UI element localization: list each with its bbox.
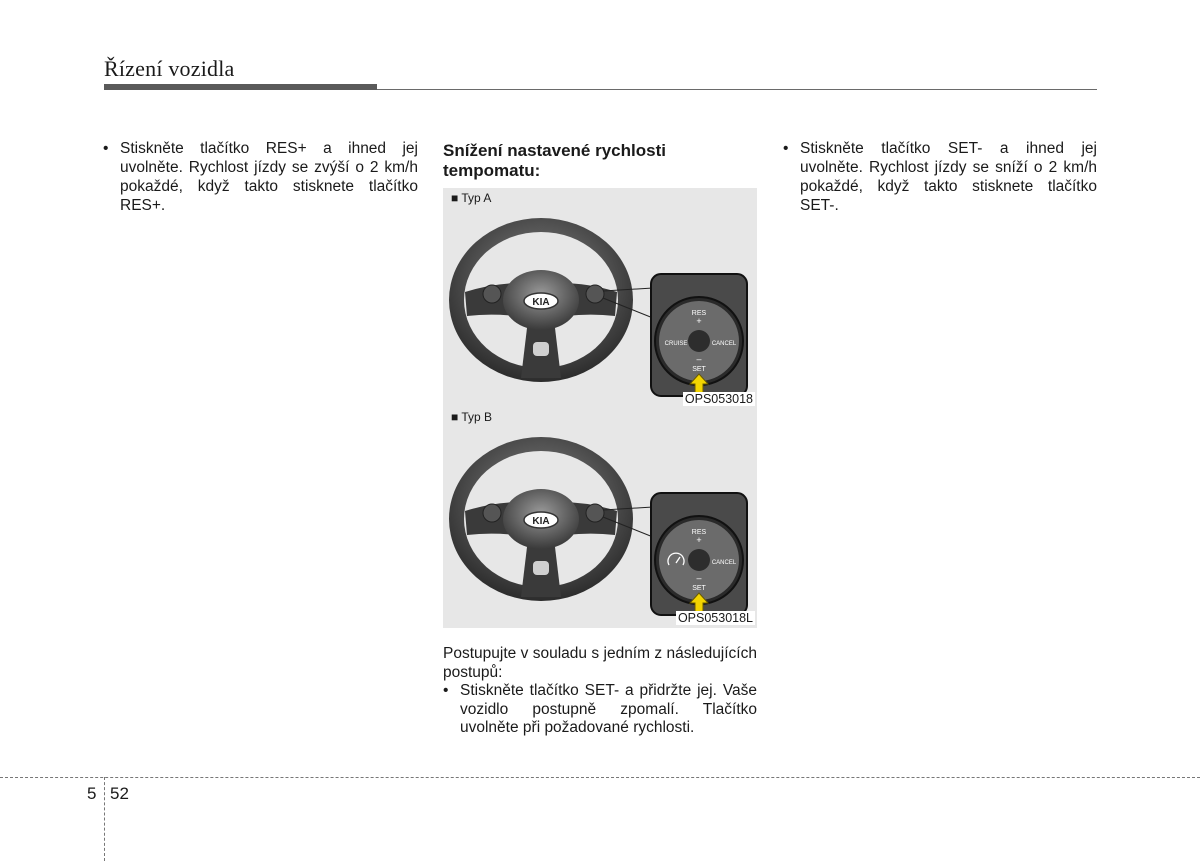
page-number: 52	[110, 784, 129, 803]
chapter-number: 5	[87, 784, 97, 803]
list-item	[443, 682, 757, 738]
steering-wheel-figure-b	[443, 407, 757, 628]
res-label: RES	[691, 529, 707, 536]
header-rule-thin	[377, 89, 1097, 90]
set-minus-label: –	[696, 354, 702, 364]
list-item-text: Stiskněte tlačítko SET- a přidržte jej. Vaše vozidlo postupně zpomalí. Tlačítko uvolněte při požadované rychlosti.	[460, 682, 757, 736]
res-plus-label: +	[696, 535, 702, 545]
center-knob	[688, 549, 710, 571]
bullet-symbol: •	[443, 682, 449, 699]
section-heading: Snížení nastavené rychlosti tempomatu:	[443, 141, 666, 180]
figure-code: OPS053018L	[677, 611, 753, 625]
figure-label: ■ Typ A	[451, 191, 492, 205]
center-knob	[688, 330, 710, 352]
list-item-text: Stiskněte tlačítko SET- a ihned jej uvolněte. Rychlost jízdy se sníží o 2 km/h pokaždé, když takto stisknete tlačítko SET-.	[800, 140, 1097, 214]
set-minus-label: –	[696, 573, 702, 583]
cancel-label: CANCEL	[711, 341, 737, 347]
bullet-symbol: •	[103, 140, 109, 157]
kia-logo-text: KIA	[532, 297, 550, 308]
list-item	[783, 139, 1097, 215]
header-rule-thick	[104, 84, 377, 90]
steering-wheel-a-illustration	[443, 188, 757, 409]
footer-divider	[0, 777, 1200, 778]
figure-label: ■ Typ B	[451, 410, 493, 424]
intro-paragraph: Postupujte v souladu s jedním z následujících postupů:	[443, 645, 757, 681]
page-title: Řízení vozidla	[104, 56, 235, 81]
footer-vertical-divider	[104, 777, 105, 861]
res-label: RES	[691, 310, 707, 317]
figure-code: OPS053018	[684, 392, 753, 406]
res-plus-label: +	[696, 316, 702, 326]
list-item-text: Stiskněte tlačítko RES+ a ihned jej uvolněte. Rychlost jízdy se zvýší o 2 km/h pokaždé, když takto stisknete tlačítko RES+.	[120, 140, 418, 214]
set-label: SET	[692, 585, 706, 592]
right-column	[783, 139, 1097, 215]
bullet-symbol: •	[783, 140, 789, 157]
set-label: SET	[692, 366, 706, 373]
list-item	[103, 139, 418, 215]
cruise-label: CRUISE	[664, 341, 688, 347]
middle-column-heading	[443, 141, 757, 181]
cancel-label: CANCEL	[711, 560, 737, 566]
steering-wheel-b-illustration	[443, 407, 757, 628]
left-column	[103, 139, 418, 215]
kia-logo-text: KIA	[532, 516, 550, 527]
middle-body	[443, 645, 757, 738]
steering-wheel-figure-a	[443, 188, 757, 409]
